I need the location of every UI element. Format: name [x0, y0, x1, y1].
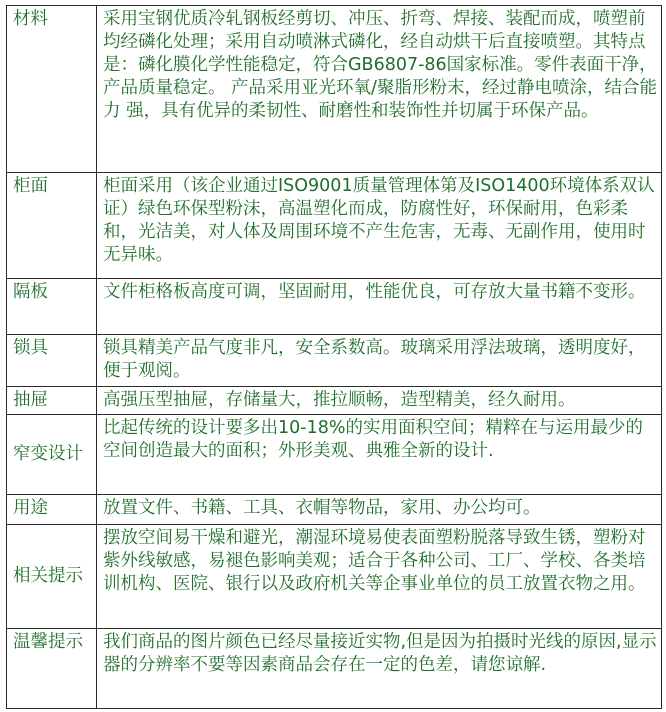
row-label-drawer: 抽屉 [7, 387, 97, 415]
row-label-lock: 锁具 [7, 335, 97, 387]
row-content-shelf: 文件柜格板高度可调，坚固耐用，性能优良，可存放大量书籍不变形。 [97, 279, 662, 335]
table-row [7, 415, 662, 495]
row-content-friendly-reminder: 我们商品的图片颜色已经尽量接近实物,但是因为拍摄时光线的原因,显示器的分辨率不要等因素商品会存在一定的色差，请您谅解. [97, 629, 662, 709]
table-row [7, 525, 662, 629]
table-row [7, 173, 662, 279]
row-content-material: 采用宝钢优质冷轧钢板经剪切、冲压、折弯、焊接、装配而成，喷塑前均经磷化处理；采用自动喷淋式磷化，经自动烘干后直接喷塑。其特点是：磷化膜化学性能稳定，符合GB6807-86国家标准。零件表面干净，产品质量稳定。 产品采用亚光环氧/聚脂形粉末，经过静电喷涂，结合能力 强，具有优异的柔韧性、耐磨性和装饰性并切属于环保产品。 [97, 6, 662, 173]
row-content-narrow-design: 比起传统的设计要多出10-18%的实用面积空间；精粹在与运用最少的空间创造最大的面积；外形美观、典雅全新的设计. [97, 415, 662, 495]
row-label-cabinet-surface: 柜面 [7, 173, 97, 279]
row-label-related-tips: 相关提示 [7, 525, 97, 629]
row-label-shelf: 隔板 [7, 279, 97, 335]
row-content-related-tips: 摆放空间易干燥和避光，潮湿环境易使表面塑粉脱落导致生锈，塑粉对紫外线敏感，易褪色影响美观；适合于各种公司、工厂、学校、各类培训机构、医院、银行以及政府机关等企事业单位的员工放置衣物之用。 [97, 525, 662, 629]
spec-table [6, 5, 662, 709]
table-row [7, 495, 662, 525]
table-row [7, 335, 662, 387]
table-row [7, 279, 662, 335]
row-label-narrow-design: 窄变设计 [7, 415, 97, 495]
row-content-drawer: 高强压型抽屉，存储量大，推拉顺畅，造型精美，经久耐用。 [97, 387, 662, 415]
row-label-usage: 用途 [7, 495, 97, 525]
row-label-friendly-reminder: 温馨提示 [7, 629, 97, 709]
table-row [7, 6, 662, 173]
row-content-usage: 放置文件、书籍、工具、衣帽等物品，家用、办公均可。 [97, 495, 662, 525]
row-content-lock: 锁具精美产品气度非凡，安全系数高。玻璃采用浮法玻璃，透明度好，便于观阅。 [97, 335, 662, 387]
table-row [7, 629, 662, 709]
table-row [7, 387, 662, 415]
row-content-cabinet-surface: 柜面采用（该企业通过ISO9001质量管理体第及ISO1400环境体系双认证）绿色环保型粉沫，高温塑化而成，防腐性好，环保耐用，色彩柔和，光洁美，对人体及周围环境不产生危害，无毒、无副作用，使用时无异味。 [97, 173, 662, 279]
row-label-material: 材料 [7, 6, 97, 173]
